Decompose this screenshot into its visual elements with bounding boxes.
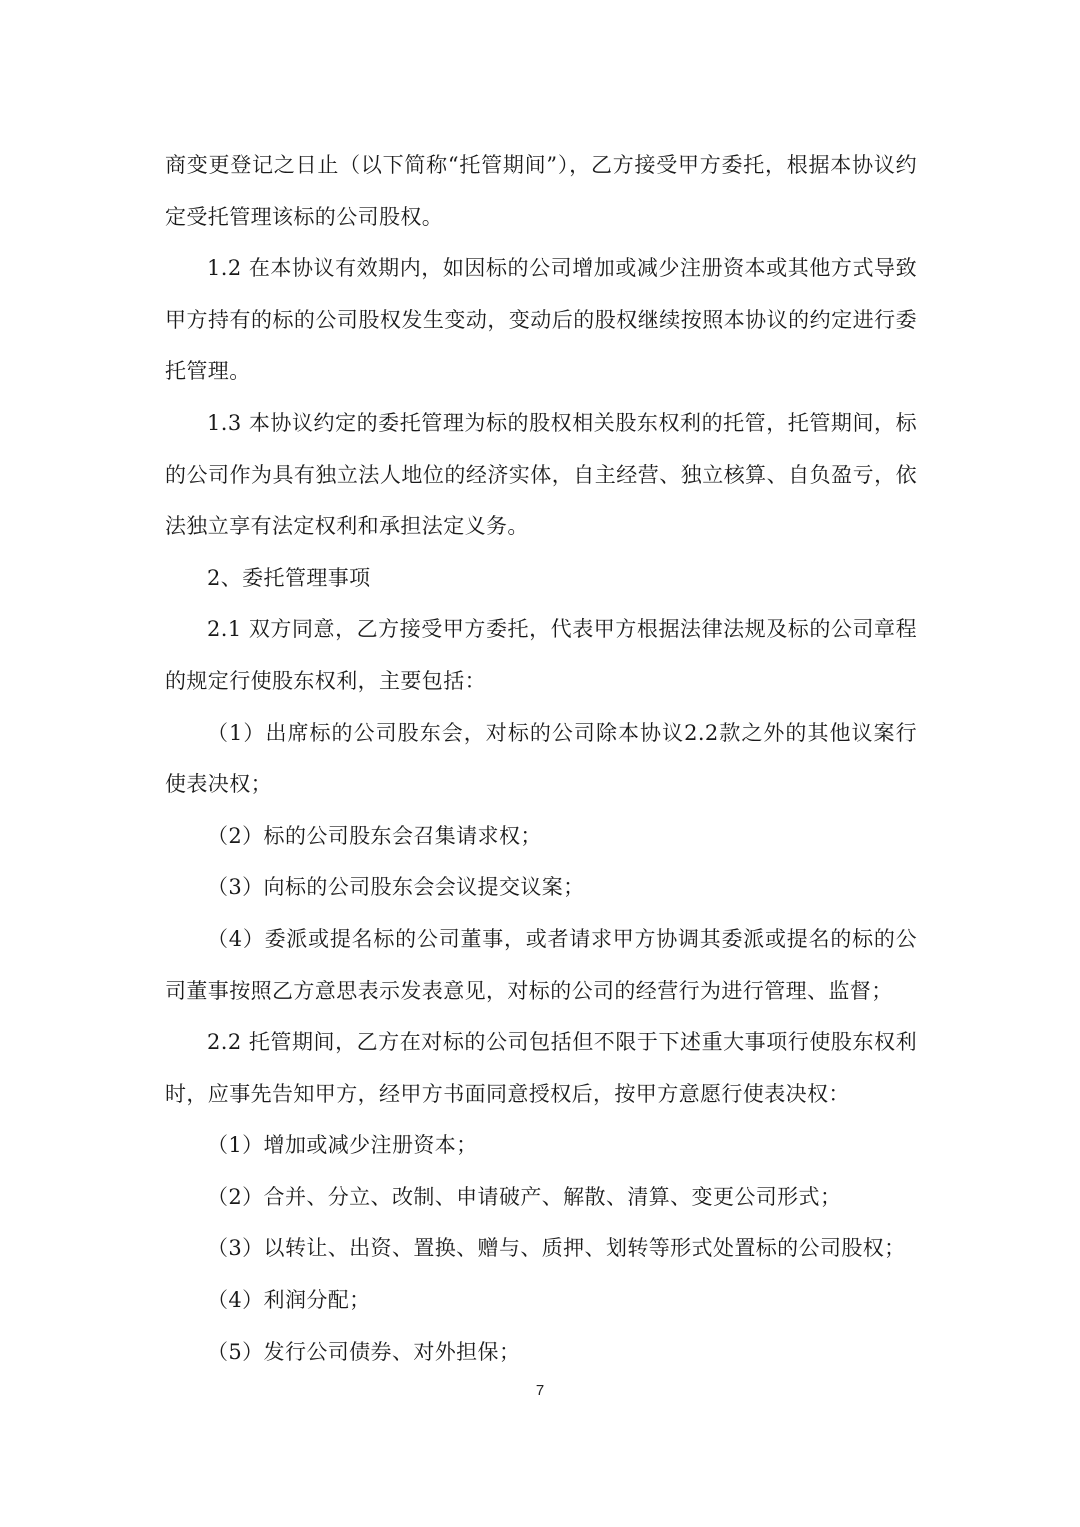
list-item-2-2-4: （4）利润分配； (207, 1288, 371, 1313)
paragraph-2-2: 2.2 托管期间，乙方在对标的公司包括但不限于下述重大事项行使股东权利时，应事先告知甲方，经甲方书面同意授权后，按甲方意愿行使表决权： (165, 1030, 917, 1106)
list-item-2-2-5: （5）发行公司债券、对外担保； (207, 1339, 521, 1364)
paragraph-1-3: 1.3 本协议约定的委托管理为标的股权相关股东权利的托管，托管期间，标的公司作为具有独立法人地位的经济实体，自主经营、独立核算、自负盈亏，依法独立享有法定权利和承担法定义务。 (165, 410, 917, 539)
list-item-2-2-3: （3）以转让、出资、置换、赠与、质押、划转等形式处置标的公司股权； (207, 1236, 906, 1261)
list-item-2-1-4: （4）委派或提名标的公司董事，或者请求甲方协调其委派或提名的标的公司董事按照乙方意思表示发表意见，对标的公司的经营行为进行管理、监督； (165, 926, 917, 1003)
document-body (165, 140, 917, 1378)
paragraph-continuation: 商变更登记之日止（以下简称“托管期间”），乙方接受甲方委托，根据本协议约定受托管理该标的公司股权。 (165, 153, 917, 229)
list-item-2-1-2: （2）标的公司股东会召集请求权； (207, 823, 542, 848)
list-item-2-1-3: （3）向标的公司股东会会议提交议案； (207, 875, 585, 900)
paragraph-2-1: 2.1 双方同意，乙方接受甲方委托，代表甲方根据法律法规及标的公司章程的规定行使股东权利，主要包括： (165, 617, 917, 693)
paragraph-1-2: 1.2 在本协议有效期内，如因标的公司增加或减少注册资本或其他方式导致甲方持有的标的公司股权发生变动，变动后的股权继续按照本协议的约定进行委托管理。 (165, 256, 917, 384)
list-item-2-2-2: （2）合并、分立、改制、申请破产、解散、清算、变更公司形式； (207, 1184, 842, 1209)
list-item-2-1-1: （1）出席标的公司股东会，对标的公司除本协议2.2款之外的其他议案行使表决权； (165, 720, 917, 797)
section-heading-2: 2、委托管理事项 (207, 565, 371, 590)
list-item-2-2-1: （1）增加或减少注册资本； (207, 1133, 478, 1158)
page-number: 7 (535, 1382, 545, 1399)
